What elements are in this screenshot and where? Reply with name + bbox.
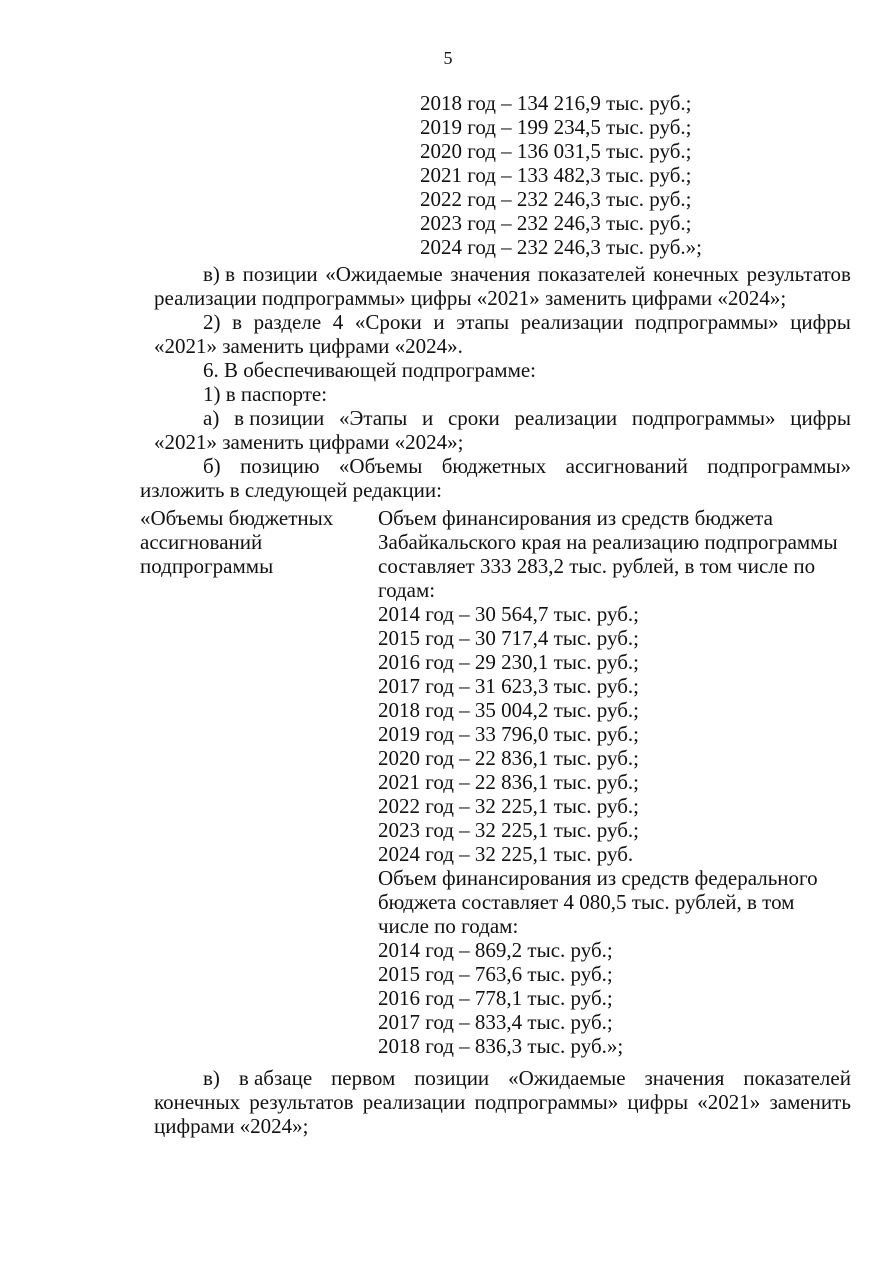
regional-year-line: 2018 год – 35 004,2 тыс. руб.; [378,698,639,722]
word: ассигнований [565,454,688,478]
word: реализации [362,1090,466,1114]
word: б) [203,454,221,478]
paragraph-b-volumes [140,454,851,502]
regional-year-line: 2020 год – 22 836,1 тыс. руб.; [378,746,639,770]
regional-year-line: 2016 год – 29 230,1 тыс. руб.; [378,650,639,674]
paragraph-line [154,1090,851,1114]
year-line: 2021 год – 133 482,3 тыс. руб.; [420,163,692,187]
top-years-list [420,91,702,259]
paragraph-line [154,1066,851,1090]
word: «Этапы [338,406,408,430]
regional-year-line: 2024 год – 32 225,1 тыс. руб. [378,842,634,866]
word: в позиции [234,406,325,430]
value-line: Объем финансирования из средств федерального [378,866,818,890]
word: реализации [514,406,618,430]
word: реализации [520,310,624,334]
regional-year-line: 2021 год – 22 836,1 тыс. руб.; [378,770,639,794]
passport-row-label [140,506,370,578]
word: показателей [537,262,646,286]
paragraph-section-4 [154,310,851,358]
word: первом [331,1066,396,1090]
label-line: подпрограммы [140,554,274,578]
paragraph-line: «2021» заменить цифрами «2024»; [154,430,464,454]
year-line: 2024 год – 232 246,3 тыс. руб.»; [420,235,702,259]
value-line: Забайкальского края на реализацию подпрограммы [378,530,838,554]
item-1-passport: 1) в паспорте: [203,382,328,406]
word: 4 [332,310,344,334]
value-line: годам: [378,578,436,602]
paragraph-line: «2021» заменить цифрами «2024». [154,334,463,358]
federal-year-line: 2017 год – 833,4 тыс. руб.; [378,1010,613,1034]
paragraph-line: реализации подпрограммы» цифры «2021» заменить цифрами «2024»; [154,286,787,310]
passport-row-value [378,506,868,1058]
word: 2) [203,310,221,334]
word: и [433,310,445,334]
year-line: 2023 год – 232 246,3 тыс. руб.; [420,211,692,235]
regional-year-line: 2015 год – 30 717,4 тыс. руб.; [378,626,639,650]
word: позиции [242,262,318,286]
word: подпрограммы» [631,406,776,430]
word: заменить [769,1090,851,1114]
word: значения [450,262,531,286]
heading-section-6: 6. В обеспечивающей подпрограмме: [203,358,537,382]
paragraph-v-first-indent [154,1066,851,1138]
word: подпрограммы» [634,310,779,334]
word: в абзаце [238,1066,313,1090]
federal-year-line: 2016 год – 778,1 тыс. руб.; [378,986,613,1010]
word: и [421,406,434,430]
label-line: «Объемы бюджетных [140,506,334,530]
word: «Объемы [338,454,423,478]
word: значения [644,1066,725,1090]
word: конечных [652,262,740,286]
page-number: 5 [443,48,453,68]
word: этапы [456,310,510,334]
federal-year-line: 2015 год – 763,6 тыс. руб.; [378,962,613,986]
word: сроки [447,406,500,430]
paragraph-line [154,310,851,334]
paragraph-line [154,406,851,430]
regional-year-line: 2017 год – 31 623,3 тыс. руб.; [378,674,639,698]
word: разделе [253,310,322,334]
word: результатов [746,262,851,286]
word: бюджетных [441,454,547,478]
paragraph-a-stages [154,406,851,454]
federal-year-line: 2018 год – 836,3 тыс. руб.»; [378,1034,624,1058]
year-line: 2020 год – 136 031,5 тыс. руб.; [420,139,692,163]
paragraph-line [154,262,851,286]
word: цифры [790,310,851,334]
regional-year-line: 2023 год – 32 225,1 тыс. руб.; [378,818,639,842]
value-line: бюджета составляет 4 080,5 тыс. рублей, в том [378,890,795,914]
word: результатов [249,1090,354,1114]
word: цифры [627,1090,689,1114]
word: подпрограммы» [474,1090,619,1114]
value-line: Объем финансирования из средств бюджета [378,506,773,530]
word: подпрограммы» [707,454,851,478]
regional-year-line: 2019 год – 33 796,0 тыс. руб.; [378,722,639,746]
paragraph-line [140,454,851,478]
word: в [232,310,243,334]
word: позицию [240,454,320,478]
paragraph-v-expected-values [154,262,851,310]
word: в) [203,1066,220,1090]
word: в) в [203,262,236,286]
word: позиции [414,1066,490,1090]
word: цифры [790,406,851,430]
paragraph-line: цифрами «2024»; [154,1114,309,1138]
regional-year-line: 2014 год – 30 564,7 тыс. руб.; [378,602,639,626]
word: «2021» [697,1090,761,1114]
paragraph-line: изложить в следующей редакции: [140,478,442,502]
label-line: ассигнований [140,530,263,554]
word: «Ожидаемые [508,1066,626,1090]
year-line: 2022 год – 232 246,3 тыс. руб.; [420,187,692,211]
regional-year-line: 2022 год – 32 225,1 тыс. руб.; [378,794,639,818]
year-line: 2018 год – 134 216,9 тыс. руб.; [420,91,692,115]
value-line: составляет 333 283,2 тыс. рублей, в том числе по [378,554,816,578]
word: а) [203,406,220,430]
value-line: числе по годам: [378,914,519,938]
word: «Ожидаемые [325,262,443,286]
federal-year-line: 2014 год – 869,2 тыс. руб.; [378,938,613,962]
year-line: 2019 год – 199 234,5 тыс. руб.; [420,115,692,139]
word: показателей [743,1066,851,1090]
word: конечных [154,1090,241,1114]
word: «Сроки [354,310,422,334]
